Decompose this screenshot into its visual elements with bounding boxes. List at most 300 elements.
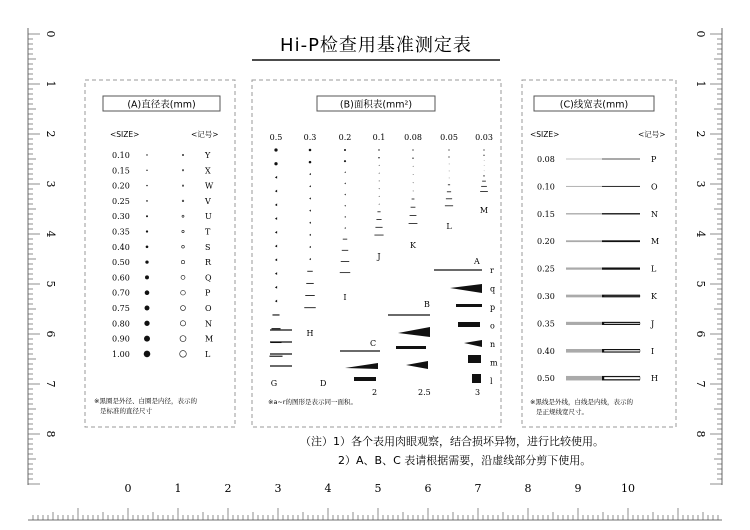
area-shape [309,185,311,187]
area-shape [275,258,277,261]
area-shape [375,227,382,228]
inner-diameter-circle [181,275,185,279]
area-shape [412,158,413,159]
ruler-label: 7 [44,380,57,388]
block-group-c [340,339,380,397]
area-shape-letter: o [490,321,495,331]
area-shape [448,184,450,185]
line-width-symbol: I [651,346,655,356]
line-width-size: 0.15 [537,209,555,219]
inner-diameter-circle [182,215,184,217]
area-column [304,133,317,338]
area-shape [344,216,345,218]
ruler-label: 5 [374,482,382,495]
line-width-size: 0.20 [537,237,555,247]
panel-a-note-line1: ※黑圈是外径、白圈是内径，表示的 [94,397,197,405]
area-shape [275,231,277,234]
area-shape [484,171,485,172]
inner-diameter-circle [182,170,183,171]
area-size-label: 0.1 [372,133,386,142]
line-width-gray-segment [566,240,602,242]
ruler-label: 7 [694,380,707,388]
block-value-3: 3 [475,388,481,397]
area-column [269,133,282,388]
area-shape [483,155,484,156]
area-shape [449,163,450,164]
line-width-size: 0.50 [537,374,555,384]
diameter-symbol: T [205,227,211,237]
area-shape [344,194,345,196]
line-width-symbol: M [651,237,660,247]
area-shape [274,162,277,165]
area-shape [448,156,449,157]
block-shape [398,327,430,337]
line-width-size: 0.40 [537,346,555,356]
area-shape [445,205,453,206]
area-shape [446,198,452,199]
area-shape [309,149,312,152]
block-shape [468,355,481,363]
area-shape [271,328,280,329]
outer-diameter-dot [144,321,149,326]
area-shape [341,261,349,262]
ruler-label: 7 [474,482,482,495]
area-shape-letter: r [490,266,494,275]
block-label-b: B [424,300,430,309]
line-width-row [537,265,657,274]
panel-c-rows [537,155,659,383]
ruler-label: 2 [694,130,707,138]
block-shape [464,340,482,347]
diameter-row [112,182,214,191]
area-shape [304,307,315,308]
area-shape [342,250,348,251]
area-column [404,133,422,250]
area-shape [309,197,311,199]
diameter-size: 0.30 [112,212,130,222]
area-shape [378,188,379,189]
block-value-2: 2 [372,388,378,397]
ruler-label: 0 [124,482,132,495]
area-shape [481,186,487,187]
line-width-symbol: P [651,155,657,164]
ruler-label: 6 [44,330,57,338]
area-shape [275,176,277,179]
panel-c-note-line1: ※黑线是外线，白线是内线，表示的 [530,398,633,406]
area-shape [344,227,345,229]
area-shape [344,205,345,207]
diameter-size: 0.60 [112,273,130,283]
area-size-label: 0.3 [303,133,317,142]
block-label-c: C [370,339,377,348]
area-shape [412,149,413,150]
area-shape [378,204,379,205]
area-column-letter: K [410,241,416,250]
area-column-letter: M [479,206,489,215]
line-width-row [537,210,658,219]
diameter-symbol: X [205,166,211,176]
diameter-symbol: R [205,258,212,268]
line-width-gray-segment [566,159,602,160]
inner-diameter-circle [181,306,186,311]
area-column-letter: H [306,329,314,338]
line-width-symbol: N [651,209,658,219]
ruler-label: 4 [694,230,707,238]
diameter-symbol: O [205,304,212,313]
ruler-label: 5 [694,280,707,288]
area-shape [412,199,415,200]
outer-diameter-dot [144,336,150,342]
diameter-size: 0.90 [112,334,130,344]
area-shape-letter: n [490,340,496,349]
line-width-black-segment [602,186,640,187]
diameter-symbol: M [205,334,214,344]
area-shape [378,165,379,166]
diameter-symbol: Q [205,273,212,283]
area-shape [378,149,379,150]
line-width-gray-segment [566,186,602,187]
area-shape-letter: q [490,284,496,294]
area-column-letter: G [270,379,278,388]
area-shape [272,314,279,315]
area-shape [378,180,379,181]
line-width-size: 0.30 [537,292,555,301]
area-shape [413,182,414,183]
line-width-white-inner [604,323,640,324]
area-shape [447,191,451,192]
diameter-row [112,243,210,252]
diameter-symbol: W [205,181,214,191]
area-shape [275,190,277,193]
line-width-black-segment [602,213,640,214]
line-width-row [537,347,654,356]
panel-a-rows [112,151,214,359]
area-shape [344,149,346,151]
area-shape [449,177,450,178]
line-width-row [537,319,654,328]
diameter-size: 0.25 [112,196,130,206]
area-shape [378,157,379,158]
line-width-black-segment [602,267,640,269]
area-shape [449,170,450,171]
diameter-size: 0.70 [112,288,130,298]
inner-diameter-circle [180,321,185,326]
ruler-label: 1 [44,80,57,88]
area-shape [344,182,345,184]
block-shape [456,304,482,307]
block-shape [406,361,428,369]
area-column-letter: L [446,222,452,231]
area-shape [413,174,414,175]
area-column-letter: J [377,252,381,261]
area-shape [483,176,485,177]
inner-diameter-circle [180,351,187,358]
inner-diameter-circle [182,230,184,232]
area-shape [275,245,277,248]
block-shape [472,374,481,383]
line-width-white-inner [604,296,640,297]
ruler-label: 5 [44,280,57,288]
area-shape [275,300,277,303]
ruler-label: 3 [694,180,707,188]
diameter-size: 0.40 [112,242,130,252]
area-shape [448,149,449,150]
panel-c-title: (C)线宽表(mm) [559,99,629,111]
diameter-symbol: P [205,288,211,298]
line-width-gray-segment [566,213,602,214]
area-shape [378,196,379,197]
panel-c-size-header: <SIZE> [530,130,560,139]
area-shape [410,215,417,216]
ruler-label: 1 [694,80,707,88]
area-shape [343,239,347,240]
area-shape [275,272,277,275]
ruler-label: 9 [574,482,582,495]
line-width-gray-segment [566,349,602,353]
area-shape [374,235,383,236]
outer-diameter-dot [146,200,148,202]
ruler-label: 6 [424,482,432,495]
outer-diameter-dot [145,260,148,263]
area-shape [275,286,277,289]
ruler-label: 4 [44,230,57,238]
line-width-row [537,374,658,383]
area-shape [306,283,313,284]
area-shape [274,148,277,151]
line-width-symbol: H [651,374,658,384]
area-shape [378,173,379,174]
footnote-line1: （注）1）各个表用肉眼观察，结合损坏异物，进行比较使用。 [300,435,604,448]
line-width-black-segment [602,159,640,160]
line-width-symbol: O [651,182,658,192]
line-width-row [537,182,658,191]
line-width-size: 0.10 [537,182,555,192]
panel-a-symbol-header: <记号> [191,130,219,139]
diameter-row [112,151,211,160]
area-size-label: 0.5 [269,133,283,142]
block-value-2.5: 2.5 [418,388,431,397]
block-shape [450,284,482,293]
outer-diameter-dot [146,185,147,186]
diameter-row [112,166,211,175]
inner-diameter-circle [182,200,184,202]
line-width-size: 0.25 [537,264,555,274]
area-shape [309,222,311,224]
diameter-row [112,212,212,221]
outer-diameter-dot [146,230,148,232]
diameter-row [112,350,211,359]
area-column [475,133,493,215]
area-shape [309,234,311,236]
line-width-symbol: L [651,264,657,274]
area-shape [413,190,414,191]
area-shape [411,207,416,208]
area-shape [275,217,277,220]
diameter-row [112,197,211,206]
panel-b-area [252,80,501,427]
diameter-symbol: N [205,319,212,329]
inner-diameter-circle [180,336,186,342]
panel-a-diameter [85,80,235,427]
block-shape [354,377,376,381]
area-column [339,133,352,302]
diameter-size: 0.35 [112,227,130,237]
diameter-row [112,273,212,282]
line-width-gray-segment [566,267,602,269]
outer-diameter-dot [146,215,148,217]
outer-diameter-dot [145,275,149,279]
panel-c-symbol-header: <记号> [638,130,666,139]
diameter-row [112,258,212,267]
block-group-d [270,330,326,388]
inner-diameter-circle [182,245,185,248]
ruler-label: 0 [44,30,57,38]
panel-b-note: ※a~r的图形是表示同一面积。 [268,398,358,406]
area-size-label: 0.2 [338,133,352,142]
diameter-size: 0.10 [112,151,130,160]
block-group-a [434,257,482,397]
ruler-label: 8 [694,430,707,438]
area-shape [309,258,311,260]
diameter-size: 0.50 [112,258,130,268]
page-title: Hi-P检查用基准测定表 [280,35,472,56]
block-label-a: A [474,257,480,266]
area-size-label: 0.05 [440,133,458,142]
area-shape [484,165,485,166]
area-shape [309,246,311,248]
area-shape [483,149,484,150]
area-shape [482,181,486,182]
area-shape [480,191,488,192]
ruler-label: 6 [694,330,707,338]
diameter-row [112,319,212,328]
area-shape [344,171,345,173]
inner-diameter-circle [182,185,183,186]
block-shape [345,363,378,369]
area-shape [269,356,282,357]
line-width-gray-segment [566,295,602,298]
block-shape [396,346,426,349]
ruler-label: 3 [274,482,282,495]
line-width-white-inner [604,350,640,352]
area-column [440,133,458,231]
ruler-label: 3 [44,180,57,188]
outer-diameter-dot [145,306,150,311]
block-group-b [388,300,431,397]
outer-diameter-dot [144,351,151,358]
area-shape [376,219,381,220]
ruler-label: 2 [44,130,57,138]
diameter-row [112,289,211,298]
area-shape [377,211,380,212]
line-width-symbol: J [651,319,655,329]
block-label-d: D [320,379,327,388]
footnote-line2: 2）A、B、C 表请根据需要，沿虚线部分剪下使用。 [338,454,592,467]
area-shape [484,160,485,161]
area-shape [309,173,311,175]
line-width-size: 0.35 [537,319,555,329]
panel-a-title: (A)直径表(mm) [127,99,196,111]
ruler-label: 8 [524,482,532,495]
ruler-label: 8 [44,430,57,438]
outer-diameter-dot [145,290,150,295]
area-shape-letter: p [490,303,496,312]
panel-a-note-line2: 是标准的直径尺寸 [100,407,152,415]
line-width-row [537,155,657,164]
line-width-symbol: K [651,292,657,301]
line-width-size: 0.08 [537,155,555,164]
area-shape [305,295,314,296]
diameter-symbol: Y [205,151,211,160]
outer-diameter-dot [146,154,147,155]
inner-diameter-circle [181,260,184,263]
area-shape [340,272,350,273]
bottom-ruler [28,482,722,520]
panel-c-line-width [522,80,676,427]
diameter-symbol: V [205,196,211,206]
diameter-symbol: L [205,349,211,359]
diameter-row [112,228,211,237]
diameter-row [112,304,212,313]
ruler-label: 2 [224,482,232,495]
diameter-symbol: U [205,212,212,222]
diameter-size: 0.20 [112,181,130,191]
line-width-gray-segment [566,322,602,325]
line-width-white-inner [604,377,640,380]
diameter-symbol: S [205,242,211,252]
diameter-size: 0.75 [112,304,130,313]
panel-b-title: (B)面积表(mm²) [339,99,413,111]
diameter-row [112,335,213,344]
block-shape [458,322,480,327]
area-column [373,133,386,261]
ruler-label: 10 [621,482,635,495]
area-column-letter: I [343,293,347,302]
inner-diameter-circle [181,290,186,295]
panel-c-note-line2: 是正规线宽尺寸。 [536,408,588,416]
line-width-row [537,292,658,301]
outer-diameter-dot [146,170,147,171]
panel-a-size-header: <SIZE> [110,130,140,139]
diameter-size: 0.15 [112,166,130,176]
area-shape-letter: l [490,377,493,386]
area-size-label: 0.08 [404,133,422,142]
ruler-label: 4 [324,482,332,495]
area-shape [307,271,312,272]
area-shape [309,209,311,211]
inner-diameter-circle [182,154,183,155]
left-ruler [28,28,57,485]
area-shape [409,223,418,224]
ruler-label: 0 [694,30,707,38]
ruler-label: 1 [174,482,182,495]
panel-b-right-letters [490,266,498,386]
area-size-label: 0.03 [475,133,493,142]
area-shape-letter: m [490,358,498,368]
area-shape [344,160,346,162]
diameter-size: 0.80 [112,319,130,329]
panel-b-columns [269,133,492,388]
outer-diameter-dot [146,245,149,248]
line-width-black-segment [602,240,640,242]
right-ruler [694,28,722,485]
line-width-gray-segment [566,376,602,381]
area-shape [275,203,277,206]
diameter-size: 1.00 [112,349,130,359]
line-width-row [537,237,659,246]
area-shape [309,161,312,164]
area-shape [413,166,414,167]
